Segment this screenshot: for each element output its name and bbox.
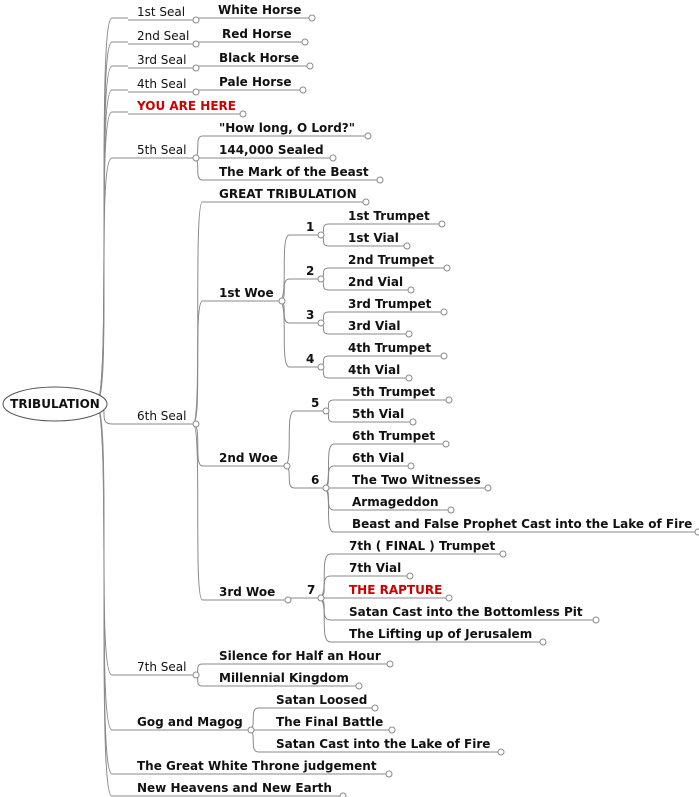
- lifting-jerusalem-node-text: The Lifting up of Jerusalem: [349, 627, 533, 641]
- root-node: [3, 387, 107, 421]
- rapture-node-handle: [446, 595, 452, 601]
- vial-7-node: [343, 561, 413, 579]
- num-7-label-text: 7: [307, 583, 316, 597]
- seal-7-label-handle: [193, 672, 199, 678]
- trumpet-5-node-handle: [446, 397, 452, 403]
- vial-5-node-handle: [410, 419, 416, 425]
- vial-4-node-text: 4th Vial: [348, 363, 401, 377]
- woe-1-label: [212, 286, 285, 304]
- num-2-label: [300, 264, 324, 282]
- trumpet-3-node-handle: [441, 309, 447, 315]
- connector-3: [96, 66, 128, 404]
- num-4-label-text: 4: [306, 352, 315, 366]
- pale-horse-node-handle: [300, 87, 306, 93]
- white-horse-node-handle: [309, 15, 315, 21]
- trumpet-5-node: [345, 385, 452, 403]
- two-witnesses-node: [345, 473, 491, 491]
- seal-5-label-handle: [193, 155, 199, 161]
- num-5-label-handle: [323, 408, 329, 414]
- seal-2-label: [128, 29, 199, 47]
- trumpet-4-node-handle: [441, 353, 447, 359]
- trumpet-7-node-handle: [500, 551, 506, 557]
- lifting-jerusalem-node-handle: [540, 639, 546, 645]
- satan-loosed-node-handle: [372, 705, 378, 711]
- sealed-144000-node-text: 144,000 Sealed: [219, 143, 324, 157]
- new-heavens-earth-node-text: New Heavens and New Earth: [137, 781, 332, 795]
- connector-22: [193, 424, 212, 600]
- vial-2-node-handle: [408, 287, 414, 293]
- great-white-throne-node-handle: [386, 771, 392, 777]
- num-2-label-text: 2: [306, 264, 315, 278]
- num-1-label-handle: [318, 232, 324, 238]
- connector-35: [284, 411, 305, 466]
- gog-magog-label: [128, 715, 254, 733]
- silence-half-hour-node-handle: [387, 661, 393, 667]
- white-horse-node: [212, 3, 315, 21]
- trumpet-1-node: [340, 209, 445, 227]
- millennial-kingdom-node: [212, 671, 362, 689]
- black-horse-node-handle: [307, 63, 313, 69]
- seal-6-label: [128, 409, 199, 427]
- two-witnesses-node-text: The Two Witnesses: [352, 473, 481, 487]
- satan-lake-fire-node-text: Satan Cast into the Lake of Fire: [276, 737, 491, 751]
- great-tribulation-node-handle: [363, 199, 369, 205]
- vial-5-node: [345, 407, 416, 425]
- num-7-label-handle: [318, 595, 324, 601]
- trumpet-7-node-text: 7th ( FINAL ) Trumpet: [349, 539, 496, 553]
- trumpet-4-node: [340, 341, 447, 359]
- new-heavens-earth-node-handle: [340, 793, 346, 797]
- seal-6-label-handle: [193, 421, 199, 427]
- satan-loosed-node-text: Satan Loosed: [276, 693, 368, 707]
- seal-6-label-text: 6th Seal: [137, 409, 187, 423]
- woe-1-label-text: 1st Woe: [219, 286, 274, 300]
- connector-19: [193, 202, 212, 424]
- vial-2-node: [340, 275, 414, 293]
- red-horse-node-text: Red Horse: [222, 27, 292, 41]
- connector-2: [96, 42, 128, 404]
- pale-horse-node: [212, 75, 306, 93]
- trumpet-1-node-handle: [439, 221, 445, 227]
- trumpet-1-node-text: 1st Trumpet: [348, 209, 430, 223]
- beast-false-prophet-node: [345, 517, 699, 535]
- you-are-here-marker-text: YOU ARE HERE: [137, 99, 236, 113]
- sealed-144000-node: [212, 143, 336, 161]
- final-battle-node-text: The Final Battle: [276, 715, 384, 729]
- armageddon-node: [345, 495, 454, 513]
- woe-1-label-handle: [279, 298, 285, 304]
- two-witnesses-node-handle: [485, 485, 491, 491]
- vial-3-node-text: 3rd Vial: [348, 319, 401, 333]
- beast-false-prophet-node-handle: [695, 529, 699, 535]
- woe-3-label: [212, 585, 291, 603]
- armageddon-node-text: Armageddon: [352, 495, 439, 509]
- vial-7-node-text: 7th Vial: [349, 561, 402, 575]
- gog-magog-label-text: Gog and Magog: [137, 715, 243, 729]
- num-1-label: [300, 220, 324, 238]
- seal-3-label-handle: [193, 65, 199, 71]
- you-are-here-marker: [128, 99, 246, 117]
- woe-3-label-text: 3rd Woe: [219, 585, 276, 599]
- mark-of-beast-node-text: The Mark of the Beast: [219, 165, 369, 179]
- num-7-label: [300, 583, 324, 601]
- vial-3-node-handle: [406, 331, 412, 337]
- great-tribulation-node: [212, 187, 369, 205]
- num-6-label: [305, 473, 329, 491]
- num-3-label: [300, 308, 324, 326]
- red-horse-node-handle: [302, 39, 308, 45]
- seal-5-label: [128, 143, 199, 161]
- seal-3-label: [128, 53, 199, 71]
- rapture-node-text: THE RAPTURE: [349, 583, 443, 597]
- trumpet-2-node: [340, 253, 450, 271]
- satan-bottomless-pit-node-handle: [593, 617, 599, 623]
- black-horse-node: [212, 51, 313, 69]
- connector-10: [96, 404, 128, 774]
- seal-1-label-text: 1st Seal: [137, 5, 186, 19]
- great-white-throne-node: [128, 759, 392, 777]
- lifting-jerusalem-node: [343, 627, 546, 645]
- great-white-throne-node-text: The Great White Throne judgement: [137, 759, 377, 773]
- woe-3-label-handle: [285, 597, 291, 603]
- you-are-here-marker-handle: [240, 111, 246, 117]
- vial-1-node: [340, 231, 410, 249]
- root-node-label: TRIBULATION: [10, 397, 100, 411]
- num-3-label-text: 3: [306, 308, 315, 322]
- pale-horse-node-text: Pale Horse: [219, 75, 292, 89]
- num-4-label-handle: [318, 364, 324, 370]
- rapture-node: [343, 583, 452, 601]
- millennial-kingdom-node-text: Millennial Kingdom: [219, 671, 349, 685]
- trumpet-2-node-handle: [444, 265, 450, 271]
- num-1-label-text: 1: [306, 220, 315, 234]
- how-long-node-text: "How long, O Lord?": [219, 121, 356, 135]
- final-battle-node: [269, 715, 395, 733]
- connector-6: [96, 158, 128, 404]
- woe-2-label-text: 2nd Woe: [219, 451, 278, 465]
- connector-5: [96, 112, 128, 404]
- silence-half-hour-node: [212, 649, 393, 667]
- vial-6-node-text: 6th Vial: [352, 451, 405, 465]
- vial-3-node: [340, 319, 412, 337]
- num-2-label-handle: [318, 276, 324, 282]
- millennial-kingdom-node-handle: [356, 683, 362, 689]
- great-tribulation-node-text: GREAT TRIBULATION: [219, 187, 357, 201]
- trumpet-6-node-text: 6th Trumpet: [352, 429, 436, 443]
- woe-2-label: [212, 451, 290, 469]
- satan-lake-fire-node: [269, 737, 504, 755]
- connector-26: [279, 301, 300, 367]
- seal-4-label: [128, 77, 199, 95]
- vial-4-node: [340, 363, 412, 381]
- armageddon-node-handle: [448, 507, 454, 513]
- red-horse-node: [212, 27, 308, 45]
- vial-6-node-handle: [408, 463, 414, 469]
- vial-1-node-handle: [404, 243, 410, 249]
- satan-bottomless-pit-node: [343, 605, 599, 623]
- mark-of-beast-node: [212, 165, 383, 183]
- vial-5-node-text: 5th Vial: [352, 407, 405, 421]
- num-4-label: [300, 352, 324, 370]
- seal-2-label-handle: [193, 41, 199, 47]
- seal-1-label: [128, 5, 199, 23]
- connector-23: [279, 235, 300, 301]
- vial-7-node-handle: [407, 573, 413, 579]
- satan-lake-fire-node-handle: [498, 749, 504, 755]
- seal-7-label-text: 7th Seal: [137, 660, 187, 674]
- woe-2-label-handle: [284, 463, 290, 469]
- seal-1-label-handle: [193, 17, 199, 23]
- gog-magog-label-handle: [248, 727, 254, 733]
- connector-4: [96, 90, 128, 404]
- trumpet-6-node-handle: [443, 441, 449, 447]
- trumpet-7-node: [343, 539, 506, 557]
- connector-20: [193, 301, 212, 424]
- seal-7-label: [128, 660, 199, 678]
- connector-9: [96, 404, 128, 730]
- trumpet-6-node: [345, 429, 449, 447]
- mark-of-beast-node-handle: [377, 177, 383, 183]
- vial-6-node: [345, 451, 414, 469]
- num-5-label: [305, 396, 329, 414]
- new-heavens-earth-node: [128, 781, 346, 797]
- vial-1-node-text: 1st Vial: [348, 231, 399, 245]
- final-battle-node-handle: [389, 727, 395, 733]
- connector-11: [96, 404, 128, 796]
- how-long-node-handle: [365, 133, 371, 139]
- black-horse-node-text: Black Horse: [219, 51, 300, 65]
- beast-false-prophet-node-text: Beast and False Prophet Cast into the Lake of Fire: [352, 517, 693, 531]
- connector-8: [96, 404, 128, 675]
- connector-1: [96, 18, 128, 404]
- how-long-node: [212, 121, 371, 139]
- seal-4-label-handle: [193, 89, 199, 95]
- num-6-label-handle: [323, 485, 329, 491]
- trumpet-4-node-text: 4th Trumpet: [348, 341, 432, 355]
- num-5-label-text: 5: [311, 396, 320, 410]
- trumpet-5-node-text: 5th Trumpet: [352, 385, 436, 399]
- trumpet-3-node: [340, 297, 447, 315]
- num-3-label-handle: [318, 320, 324, 326]
- satan-loosed-node: [269, 693, 378, 711]
- satan-bottomless-pit-node-text: Satan Cast into the Bottomless Pit: [349, 605, 583, 619]
- seal-5-label-text: 5th Seal: [137, 143, 187, 157]
- trumpet-3-node-text: 3rd Trumpet: [348, 297, 432, 311]
- seal-3-label-text: 3rd Seal: [137, 53, 187, 67]
- sealed-144000-node-handle: [330, 155, 336, 161]
- silence-half-hour-node-text: Silence for Half an Hour: [219, 649, 381, 663]
- trumpet-2-node-text: 2nd Trumpet: [348, 253, 434, 267]
- vial-2-node-text: 2nd Vial: [348, 275, 404, 289]
- vial-4-node-handle: [406, 375, 412, 381]
- seal-4-label-text: 4th Seal: [137, 77, 187, 91]
- seal-2-label-text: 2nd Seal: [137, 29, 190, 43]
- white-horse-node-text: White Horse: [218, 3, 302, 17]
- num-6-label-text: 6: [311, 473, 320, 487]
